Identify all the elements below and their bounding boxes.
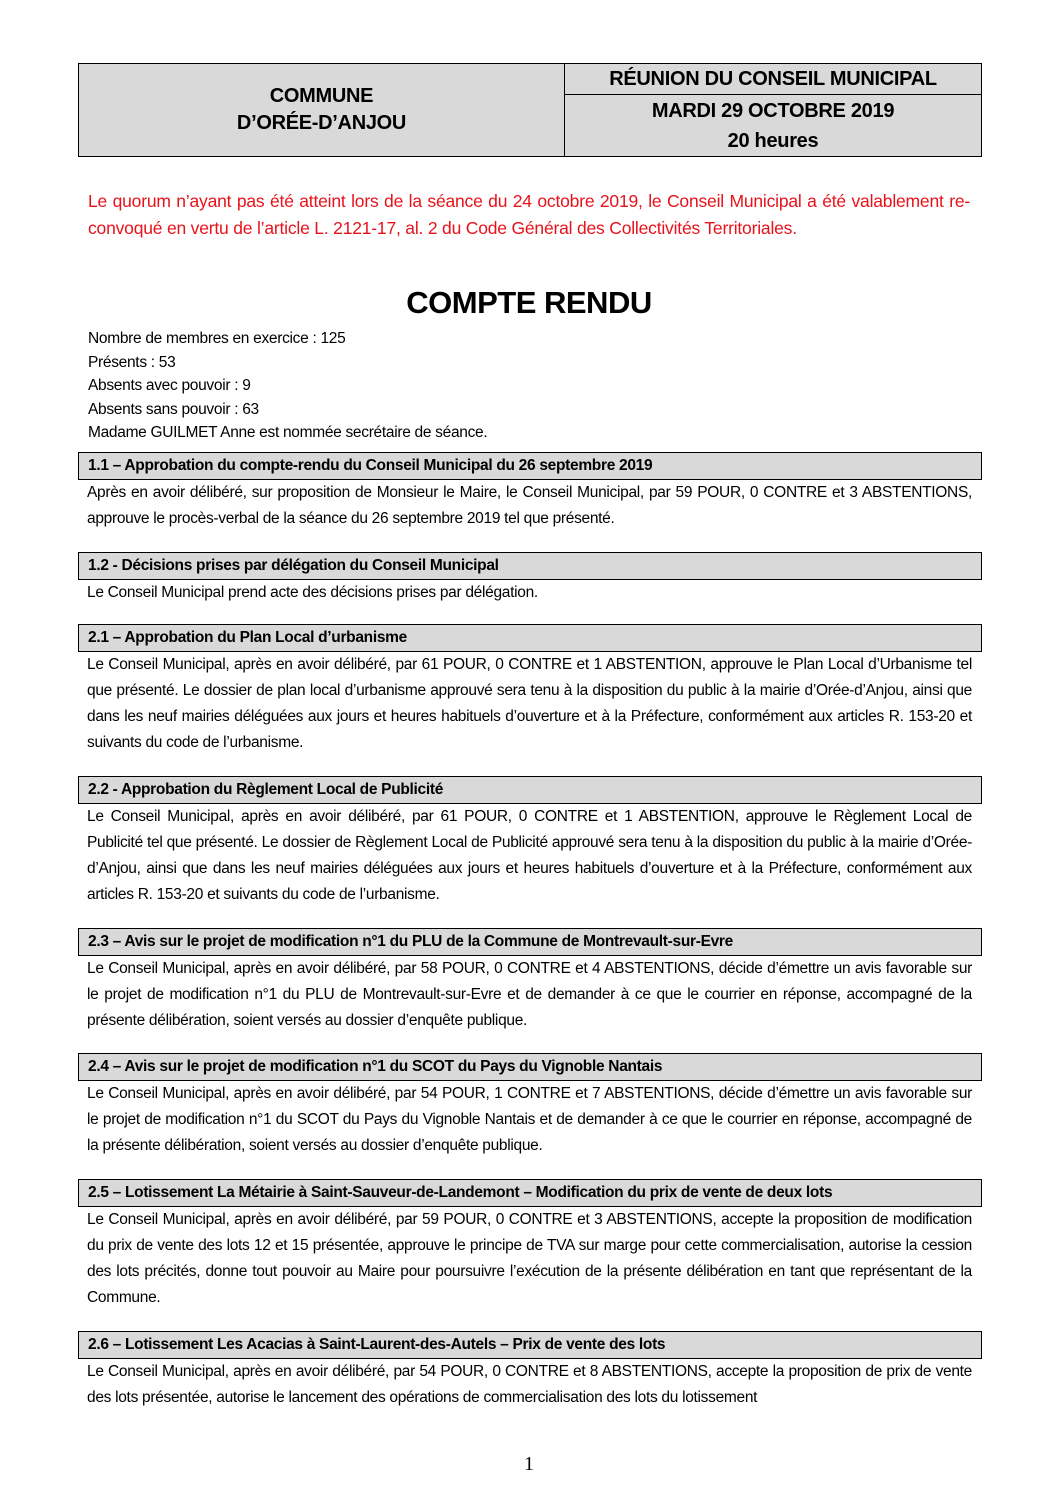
section-1-1 <box>78 452 982 532</box>
section-body: Le Conseil Municipal, après en avoir délibéré, par 61 POUR, 0 CONTRE et 1 ABSTENTION, approuve le Plan Local d’Urbanisme tel que présenté. Le dossier de plan local d’urbanisme approuvé sera tenu à la disposition du public à la mairie d’Orée-d’Anjou, ainsi que dans les neuf mairies déléguées aux jours et heures habituels d’ouverture et à la Préfecture, conformément aux articles R. 153-20 et suivants du code de l’urbanisme. <box>87 656 972 751</box>
page-number: 1 <box>524 1453 534 1475</box>
section-heading: 2.5 – Lotissement La Métairie à Saint-Sauveur-de-Landemont – Modification du prix de vente de deux lots <box>78 1179 982 1207</box>
section-heading: 2.3 – Avis sur le projet de modification n°1 du PLU de la Commune de Montrevault-sur-Evre <box>78 928 982 956</box>
absent-without-proxy-count: Absents sans pouvoir : 63 <box>88 400 259 418</box>
meeting-cell <box>565 64 981 156</box>
meeting-time: 20 heures <box>727 129 819 152</box>
section-heading: 2.2 - Approbation du Règlement Local de Publicité <box>78 776 982 804</box>
section-2-2 <box>78 776 982 908</box>
commune-line1: COMMUNE <box>269 85 374 107</box>
section-body: Le Conseil Municipal prend acte des décisions prises par délégation. <box>87 584 538 601</box>
section-2-4 <box>78 1053 982 1159</box>
members-count: Nombre de membres en exercice : 125 <box>88 330 346 347</box>
commune-line2: D’ORÉE-D’ANJOU <box>236 112 407 134</box>
section-body: Le Conseil Municipal, après en avoir délibéré, par 54 POUR, 1 CONTRE et 7 ABSTENTIONS, décide d’émettre un avis favorable sur le projet de modification n°1 du SCOT du Pays du Vignoble Nantais et de demander à ce que le courrier en réponse, accompagné de la présente délibération, soient versés au dossier d’enquête publique. <box>87 1085 972 1154</box>
section-heading: 2.6 – Lotissement Les Acacias à Saint-Laurent-des-Autels – Prix de vente des lots <box>78 1331 982 1359</box>
commune-cell <box>79 64 565 156</box>
present-count: Présents : 53 <box>88 353 176 371</box>
header-table <box>78 63 982 157</box>
attendance-block <box>88 327 487 445</box>
section-body: Après en avoir délibéré, sur proposition de Monsieur le Maire, le Conseil Municipal, par 59 POUR, 0 CONTRE et 3 ABSTENTIONS, approuve le procès-verbal de la séance du 26 septembre 2019 tel que présenté. <box>87 484 972 527</box>
section-body: Le Conseil Municipal, après en avoir délibéré, par 61 POUR, 0 CONTRE et 1 ABSTENTION, approuve le Règlement Local de Publicité tel que présenté. Le dossier de Règlement Local de Publicité approuvé sera tenu à la disposition du public à la mairie d’Orée-d’Anjou, ainsi que dans les neuf mairies déléguées aux jours et heures habituels d’ouverture et à la Préfecture, conformément aux articles R. 153-20 et suivants du code de l’urbanisme. <box>87 808 972 903</box>
section-2-1 <box>78 624 982 756</box>
section-body: Le Conseil Municipal, après en avoir délibéré, par 54 POUR, 0 CONTRE et 8 ABSTENTIONS, accepte la proposition de prix de vente des lots présentée, autorise le lancement des opérations de commercialisation des lots du lotissement <box>87 1363 972 1406</box>
section-2-5 <box>78 1179 982 1311</box>
section-2-6 <box>78 1331 982 1411</box>
meeting-title: RÉUNION DU CONSEIL MUNICIPAL <box>565 64 981 95</box>
section-heading: 1.2 - Décisions prises par délégation du Conseil Municipal <box>78 552 982 580</box>
section-body: Le Conseil Municipal, après en avoir délibéré, par 58 POUR, 0 CONTRE et 4 ABSTENTIONS, décide d’émettre un avis favorable sur le projet de modification n°1 du PLU de Montrevault-sur-Evre et de demander à ce que le courrier en réponse, accompagné de la présente délibération, soient versés au dossier d’enquête publique. <box>87 960 972 1029</box>
secretary-line: Madame GUILMET Anne est nommée secrétaire de séance. <box>88 424 488 441</box>
quorum-notice: Le quorum n’ayant pas été atteint lors de la séance du 24 octobre 2019, le Conseil Municipal a été valablement re-convoqué en vertu de l’article L. 2121-17, al. 2 du Code Général des Collectivités Territoriales. <box>88 191 970 238</box>
section-2-3 <box>78 928 982 1034</box>
meeting-date: MARDI 29 OCTOBRE 2019 <box>651 99 895 122</box>
section-1-2 <box>78 552 982 606</box>
section-heading: 2.1 – Approbation du Plan Local d’urbanisme <box>78 624 982 652</box>
absent-with-proxy-count: Absents avec pouvoir : 9 <box>88 377 251 394</box>
section-body: Le Conseil Municipal, après en avoir délibéré, par 59 POUR, 0 CONTRE et 3 ABSTENTIONS, accepte la proposition de modification du prix de vente des lots 12 et 15 présentée, approuve le principe de TVA sur marge pour cette commercialisation, autorise la cession des lots précités, donne tout pouvoir au Maire pour poursuivre l’exécution de la présente délibération en tant que représentant de la Commune. <box>87 1211 972 1306</box>
document-title: COMPTE RENDU <box>406 285 652 320</box>
section-heading: 1.1 – Approbation du compte-rendu du Conseil Municipal du 26 septembre 2019 <box>78 452 982 480</box>
meeting-datetime <box>565 95 981 156</box>
section-heading: 2.4 – Avis sur le projet de modification n°1 du SCOT du Pays du Vignoble Nantais <box>78 1053 982 1081</box>
